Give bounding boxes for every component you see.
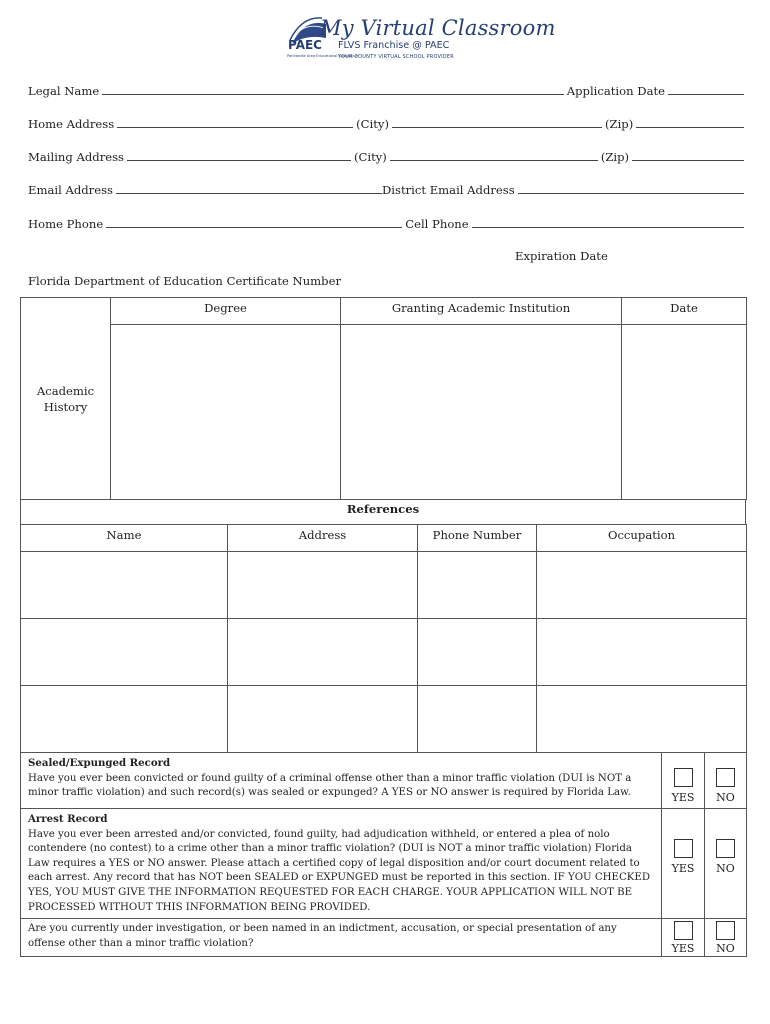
reference-row: [21, 552, 747, 619]
home-city-label: (City): [356, 117, 389, 131]
sealed-no-checkbox[interactable]: [716, 768, 735, 787]
home-city-field[interactable]: [392, 127, 602, 128]
date-cell[interactable]: [622, 325, 747, 500]
ref-occupation-cell[interactable]: [537, 552, 747, 619]
logo-subtitle: FLVS Franchise @ PAEC: [338, 40, 450, 51]
degree-header: Degree: [111, 298, 341, 325]
home-phone-label: Home Phone: [28, 217, 104, 231]
investigation-no-cell[interactable]: [705, 919, 747, 957]
yes-label: YES: [671, 942, 695, 956]
ref-occupation-cell[interactable]: [537, 686, 747, 753]
email-field[interactable]: [116, 193, 382, 194]
mailing-zip-field[interactable]: [632, 160, 744, 161]
reference-row: [21, 619, 747, 686]
degree-cell[interactable]: [111, 325, 341, 500]
ref-name-header: Name: [21, 525, 228, 552]
references-title: References: [20, 499, 746, 524]
mailing-zip-label: (Zip): [600, 150, 630, 164]
district-email-field[interactable]: [518, 193, 744, 194]
ref-name-cell[interactable]: [21, 619, 228, 686]
ref-phone-header: Phone Number: [418, 525, 537, 552]
arrest-no-cell[interactable]: [705, 809, 747, 919]
phone-row: [28, 215, 744, 231]
legal-name-field[interactable]: [102, 94, 564, 95]
reference-row: [21, 686, 747, 753]
home-zip-label: (Zip): [605, 117, 634, 131]
sealed-record-row: [21, 753, 747, 809]
date-header: Date: [622, 298, 747, 325]
arrest-yes-cell[interactable]: [662, 809, 705, 919]
email-row: [28, 181, 744, 197]
no-label: NO: [716, 791, 735, 804]
legal-name-label: Legal Name: [28, 84, 100, 98]
home-phone-field[interactable]: [106, 227, 402, 228]
ref-phone-cell[interactable]: [418, 552, 537, 619]
ref-phone-cell[interactable]: [418, 619, 537, 686]
home-address-label: Home Address: [28, 117, 115, 131]
arrest-record-title: Arrest Record: [28, 813, 108, 825]
mailing-address-field[interactable]: [127, 160, 351, 161]
academic-history-label: Academic History: [21, 298, 111, 500]
sealed-record-title: Sealed/Expunged Record: [28, 757, 171, 769]
cell-phone-label: Cell Phone: [405, 217, 469, 231]
investigation-question: Are you currently under investigation, or been named in an indictment, accusation, or special presentation of any offense other than a minor traffic violation?: [21, 919, 662, 957]
home-address-field[interactable]: [117, 127, 353, 128]
legal-name-row: [28, 82, 744, 98]
mailing-address-row: [28, 148, 744, 164]
academic-history-table: [20, 297, 747, 500]
no-label: NO: [716, 942, 735, 956]
mailing-city-field[interactable]: [390, 160, 598, 161]
arrest-no-checkbox[interactable]: [716, 839, 735, 858]
sealed-yes-cell[interactable]: [662, 753, 705, 809]
certificate-number-label: Florida Department of Education Certificate Number: [28, 274, 341, 288]
ref-address-cell[interactable]: [228, 552, 418, 619]
district-email-label: District Email Address: [382, 183, 515, 197]
application-date-field[interactable]: [668, 94, 744, 95]
investigation-no-checkbox[interactable]: [716, 921, 735, 940]
institution-cell[interactable]: [341, 325, 622, 500]
email-label: Email Address: [28, 183, 113, 197]
ref-name-cell[interactable]: [21, 686, 228, 753]
investigation-yes-cell[interactable]: [662, 919, 705, 957]
logo-org-sub: Panhandle Area Educational Consortium: [287, 54, 360, 58]
arrest-record-row: [21, 809, 747, 919]
investigation-row: [21, 919, 747, 957]
home-address-row: [28, 115, 744, 131]
institution-header: Granting Academic Institution: [341, 298, 622, 325]
references-table: [20, 524, 747, 753]
ref-address-header: Address: [228, 525, 418, 552]
sealed-record-question: [21, 753, 662, 809]
ref-occupation-header: Occupation: [537, 525, 747, 552]
application-date-label: Application Date: [566, 84, 665, 98]
logo-tagline: YOUR COUNTY VIRTUAL SCHOOL PROVIDER: [338, 54, 454, 60]
sealed-record-text: Have you ever been convicted or found guilty of a criminal offense other than a minor traffic violation (DUI is NOT a minor traffic violation) and such record(s) was sealed or expunged? A YES or NO answer is required by Florida Law.: [28, 772, 632, 799]
cell-phone-field[interactable]: [472, 227, 744, 228]
investigation-yes-checkbox[interactable]: [674, 921, 693, 940]
home-zip-field[interactable]: [636, 127, 744, 128]
arrest-yes-checkbox[interactable]: [674, 839, 693, 858]
ref-occupation-cell[interactable]: [537, 619, 747, 686]
logo: [286, 14, 556, 64]
ref-address-cell[interactable]: [228, 619, 418, 686]
logo-org: PAEC: [288, 38, 322, 52]
mailing-city-label: (City): [354, 150, 387, 164]
yes-label: YES: [671, 791, 695, 804]
ref-address-cell[interactable]: [228, 686, 418, 753]
ref-name-cell[interactable]: [21, 552, 228, 619]
questions-table: [20, 752, 747, 957]
no-label: NO: [716, 862, 735, 875]
arrest-record-question: [21, 809, 662, 919]
logo-title: My Virtual Classroom: [320, 16, 556, 40]
ref-phone-cell[interactable]: [418, 686, 537, 753]
yes-label: YES: [671, 862, 695, 875]
sealed-no-cell[interactable]: [705, 753, 747, 809]
mailing-address-label: Mailing Address: [28, 150, 124, 164]
sealed-yes-checkbox[interactable]: [674, 768, 693, 787]
expiration-date-label: Expiration Date: [515, 249, 608, 263]
arrest-record-text: Have you ever been arrested and/or convicted, found guilty, had adjudication withheld, or entered a plea of nolo contendere (no contest) to a crime other than a minor traffic violation? (DUI is NOT a minor traffic violation) Florida Law requires a YES or NO answer. Please attach a certified copy of legal disposition and/or court document related to each arrest. Any record that has NOT been SEALED or EXPUNGED must be reported in this section. IF YOU CHECKED YES, YOU MUST GIVE THE INFORMATION REQUESTED FOR EACH CHARGE. YOUR APPLICATION WILL NOT BE PROCESSED WITHOUT THIS INFORMATION BEING PROVIDED.: [28, 828, 650, 913]
